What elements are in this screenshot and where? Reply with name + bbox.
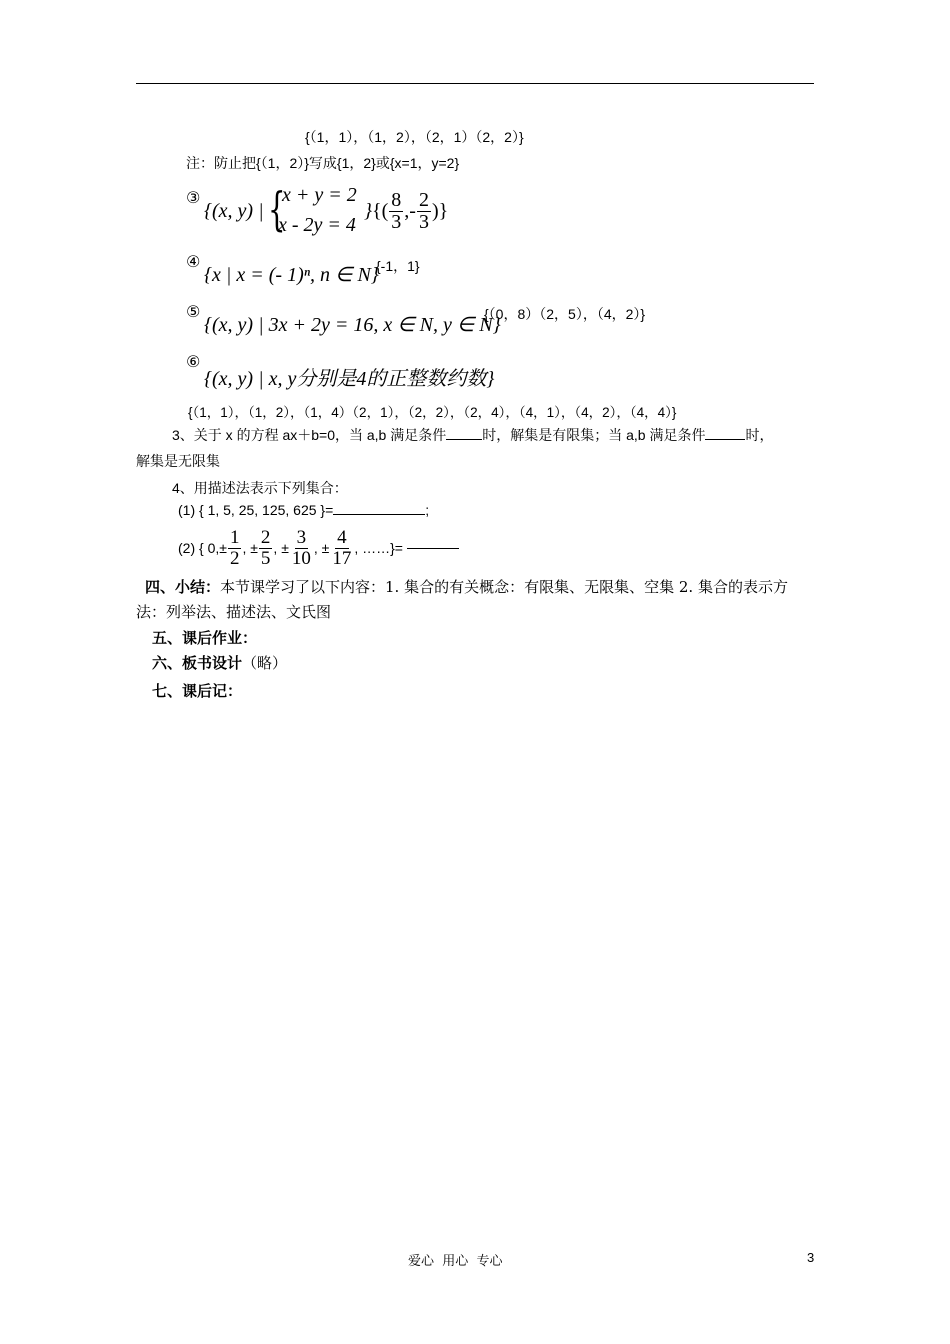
fraction-denominator: 2: [229, 547, 240, 569]
fraction-denominator: 5: [260, 547, 271, 569]
sub1-end: ;: [425, 502, 430, 518]
fraction: [417, 190, 431, 233]
plus-minus: ±: [321, 540, 330, 556]
answer-blank[interactable]: [446, 439, 482, 440]
item-6-answer: {（1，1），（1，2），（1，4）（2，1），（2，2），（2，4），（4，1），（4，2），（4，4）}: [188, 405, 677, 420]
answer-open: {(: [372, 199, 389, 222]
question-4-sub2: [178, 524, 459, 572]
question-3-part2: 时，解集是有限集；当 a,b 满足条件: [482, 427, 706, 443]
summary-heading: 四、小结：: [145, 578, 221, 596]
item-3-eq1: x + y = 2: [282, 184, 357, 206]
fraction-numerator: 2: [260, 526, 271, 548]
item-4-set: {x | x = (- 1)ⁿ, n ∈ N}: [204, 264, 379, 286]
fraction: [228, 528, 242, 569]
item-5-set: {(x, y) | 3x + 2y = 16, x ∈ N, y ∈ N}: [204, 314, 501, 336]
note-line: 注：防止把{（1，2）}写成{1，2}或{x=1，y=2}: [186, 155, 460, 171]
question-3-part1: 3、关于 x 的方程 ax＋b=0，当 a,b 满足条件: [172, 427, 447, 443]
item-5-marker: ⑤: [186, 302, 201, 321]
fraction-numerator: 4: [337, 526, 347, 548]
item-3-set-close: }: [364, 200, 372, 222]
section-6-title: 六、板书设计: [152, 654, 243, 672]
item-5-answer: {（0，8）（2，5），（4，2）}: [484, 306, 646, 322]
item-3-set-open: {(x, y) |: [204, 200, 264, 222]
comma: ,: [242, 540, 247, 556]
summary-line1: [145, 576, 788, 597]
section-7-heading: [152, 680, 242, 701]
footer-text: 爱心 用心 专心: [408, 1254, 503, 1269]
answer-separator: ,-: [404, 199, 416, 222]
fraction-numerator: 3: [296, 526, 307, 548]
section-7-text: 七、课后记：: [152, 682, 243, 700]
item-3-eq2: x - 2y = 4: [278, 214, 356, 236]
question-4-title: 4、用描述法表示下列集合：: [172, 480, 348, 496]
fraction-denominator: 10: [291, 547, 311, 569]
sub2-start: (2) { 0,±: [178, 540, 227, 556]
section-5-text: 五、课后作业：: [152, 629, 258, 647]
comma: ,: [273, 540, 278, 556]
page-number: 3: [807, 1250, 815, 1265]
answer-blank[interactable]: [705, 439, 745, 440]
section-6-heading: [152, 652, 287, 673]
sub2-end: , ……}=: [354, 540, 403, 556]
item-6-marker: ⑥: [186, 352, 201, 371]
system-brace: {: [268, 182, 286, 236]
fraction: [389, 190, 403, 233]
question-3-line2: 解集是无限集: [136, 453, 220, 469]
fraction: [259, 528, 273, 569]
section-6-note: （略）: [242, 654, 288, 672]
fraction-denominator: 3: [418, 210, 429, 233]
summary-line2: 法：列举法、描述法、文氏图: [136, 603, 332, 621]
fraction-numerator: 1: [229, 526, 240, 548]
header-rule: [136, 83, 814, 84]
question-3-line1: [172, 425, 773, 445]
plus-minus: ±: [250, 540, 258, 556]
fraction-numerator: 2: [418, 188, 429, 211]
fraction: [330, 528, 353, 569]
fraction-denominator: 17: [332, 547, 352, 569]
section-5-heading: [152, 627, 257, 648]
plus-minus: ±: [281, 540, 289, 556]
question-4-sub1: [178, 502, 429, 518]
summary-text: 本节课学习了以下内容：1. 集合的有关概念：有限集、无限集、空集 2. 集合的表示方: [220, 578, 788, 596]
item-3-answer: [372, 186, 448, 236]
item-3-marker: ③: [186, 188, 201, 207]
fraction-denominator: 3: [391, 210, 402, 233]
item-4-answer: {-1，1}: [376, 258, 420, 274]
set-answer-line: {（1，1），（1，2），（2，1）（2，2）}: [305, 129, 524, 145]
answer-close: )}: [431, 199, 449, 222]
answer-blank[interactable]: [407, 548, 459, 549]
item-6-set: {(x, y) | x, y分别是4的正整数约数}: [204, 368, 495, 390]
question-3-part3: 时，: [745, 427, 774, 443]
sub1-text: (1) { 1, 5, 25, 125, 625 }=: [178, 502, 334, 518]
fraction: [290, 528, 313, 569]
answer-blank[interactable]: [333, 514, 425, 515]
fraction-numerator: 8: [391, 188, 402, 211]
comma: ,: [313, 540, 318, 556]
item-4-marker: ④: [186, 252, 201, 271]
